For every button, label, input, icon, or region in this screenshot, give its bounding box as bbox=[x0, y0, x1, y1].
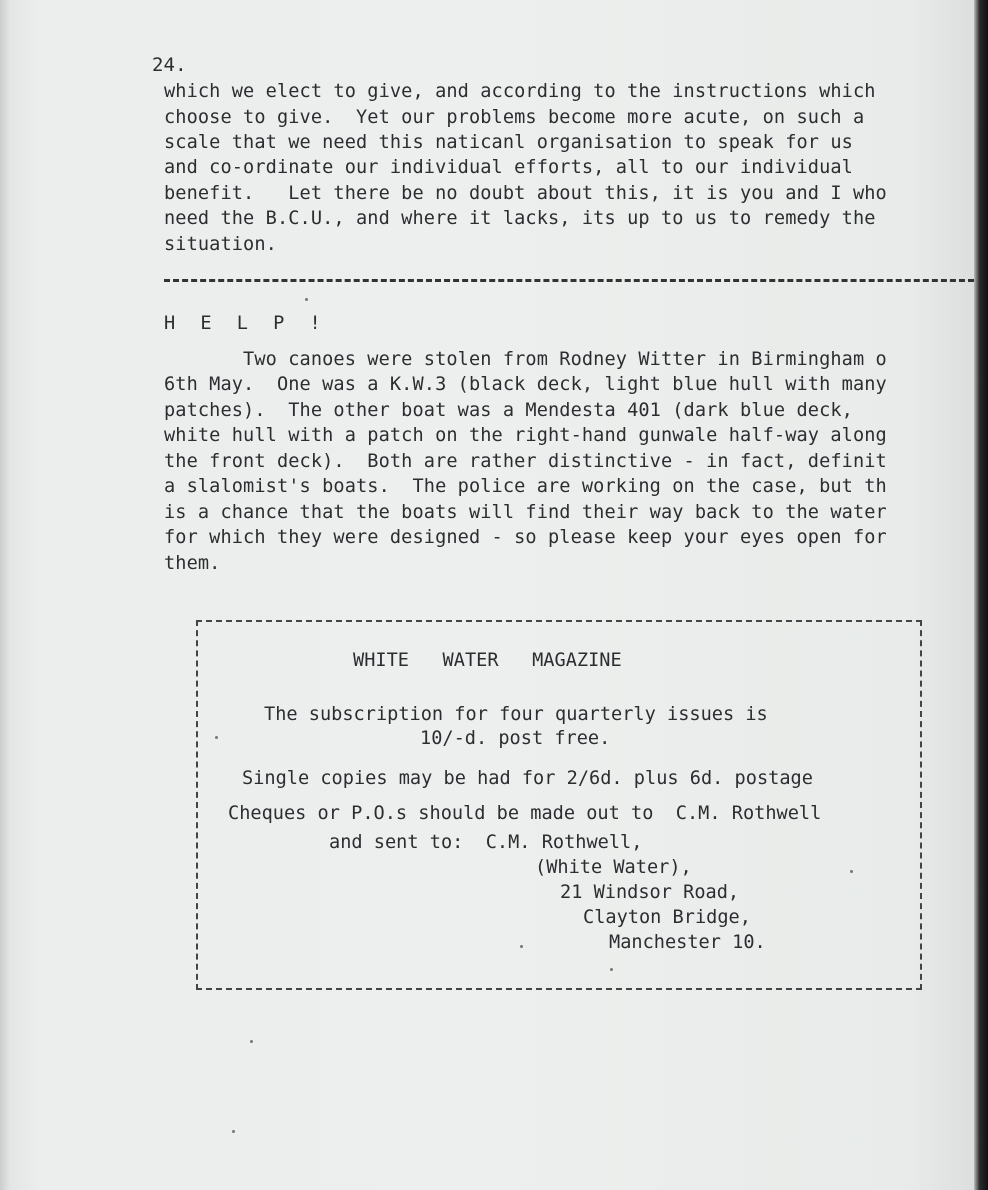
help-line: them. bbox=[164, 553, 221, 574]
intro-line: choose to give. Yet our problems become more acute, on such a bbox=[164, 107, 865, 128]
paper-speck bbox=[250, 1040, 253, 1043]
page-right-edge bbox=[974, 0, 988, 1190]
help-line: patches). The other boat was a Mendesta 401 (dark blue deck, bbox=[164, 400, 853, 421]
paper-speck bbox=[850, 870, 853, 873]
magazine-title: WHITE WATER MAGAZINE bbox=[353, 650, 622, 671]
help-line: is a chance that the boats will find their way back to the water bbox=[164, 502, 887, 523]
address-line: (White Water), bbox=[535, 857, 692, 878]
intro-line: scale that we need this naticanl organisation to speak for us bbox=[164, 132, 853, 153]
subscription-line: The subscription for four quarterly issues is bbox=[264, 704, 768, 725]
subscription-price: 10/-d. post free. bbox=[420, 728, 611, 749]
paper-speck bbox=[305, 298, 308, 301]
help-line: the front deck). Both are rather distinctive - in fact, definit bbox=[164, 451, 887, 472]
address-line: 21 Windsor Road, bbox=[560, 882, 740, 903]
section-divider bbox=[164, 279, 974, 282]
intro-line: situation. bbox=[164, 234, 277, 255]
paper-speck bbox=[215, 736, 218, 739]
intro-line: benefit. Let there be no doubt about this, it is you and I who bbox=[164, 183, 887, 204]
help-heading: H E L P ! bbox=[164, 313, 328, 334]
address-line: Clayton Bridge, bbox=[583, 907, 751, 928]
intro-line: need the B.C.U., and where it lacks, its up to us to remedy the bbox=[164, 208, 876, 229]
single-copy-line: Single copies may be had for 2/6d. plus 6d. postage bbox=[242, 768, 813, 789]
paper-speck bbox=[610, 968, 613, 971]
page-left-edge bbox=[0, 0, 10, 1190]
intro-line: which we elect to give, and according to the instructions which bbox=[164, 81, 876, 102]
help-line: white hull with a patch on the right-hand gunwale half-way along bbox=[164, 425, 887, 446]
help-line: Two canoes were stolen from Rodney Witter in Birmingham o bbox=[164, 349, 887, 370]
send-to-line: and sent to: C.M. Rothwell, bbox=[329, 832, 643, 853]
page-number: 24. bbox=[152, 54, 187, 76]
cheques-line: Cheques or P.O.s should be made out to C.M. Rothwell bbox=[228, 803, 822, 824]
address-line: Manchester 10. bbox=[609, 932, 766, 953]
paper-speck bbox=[520, 945, 523, 948]
help-line: a slalomist's boats. The police are working on the case, but th bbox=[164, 476, 887, 497]
intro-line: and co-ordinate our individual efforts, all to our individual bbox=[164, 157, 853, 178]
subscription-box bbox=[196, 620, 922, 990]
paper-speck bbox=[232, 1130, 235, 1133]
help-line: for which they were designed - so please keep your eyes open for bbox=[164, 527, 887, 548]
help-line: 6th May. One was a K.W.3 (black deck, light blue hull with many bbox=[164, 374, 887, 395]
